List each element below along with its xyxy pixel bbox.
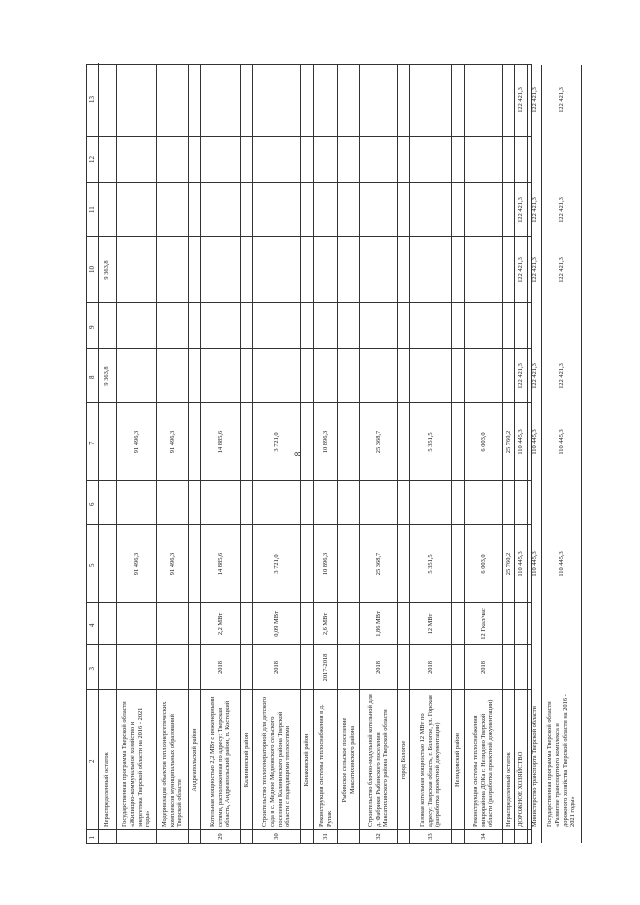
row-number-cell [157,830,188,843]
value-cell-c10 [503,237,514,303]
value-cell-c8 [117,349,156,403]
column-header: 12 [88,156,96,163]
value-cell-c6 [314,481,337,525]
value-cell-c11 [117,183,156,237]
budget-table [86,64,577,844]
value-cell-c13 [503,63,514,137]
value-cell-c8 [157,349,188,403]
row-name-cell: Газовая котельная мощностью 12 МВт по адресу: Тверская область, г. Бологое, ул. Горская (разработка проектной документации) [418,695,442,827]
row-name-cell: Реконструкция системы теплоснабжения в д. Рупак [317,704,333,827]
column-divider [87,524,531,525]
column-divider [87,302,531,303]
value-cell-c11 [98,183,116,237]
value-cell-c11 [201,183,240,237]
value-cell-capacity: 2,6 МВт [321,612,329,636]
value-cell-c8 [253,349,300,403]
value-cell-c10 [314,237,337,303]
value-cell-c9 [117,303,156,349]
column-header: 8 [88,375,96,379]
value-cell-c7: 25 760,2 [504,430,512,454]
value-cell-c10 [410,237,451,303]
value-cell-c8: 122 421,3 [557,363,565,389]
value-cell-c8 [314,349,337,403]
value-cell-c6 [542,481,581,525]
value-cell-c12 [515,137,527,183]
value-cell-c12 [410,137,451,183]
value-cell-c13 [157,63,188,137]
row-number-cell [301,830,313,843]
row-name-cell: ДОРОЖНОЕ ХОЗЯЙСТВО [517,751,525,827]
value-cell-c6 [465,481,502,525]
value-cell-c10 [157,237,188,303]
value-cell-c6 [515,481,527,525]
value-cell-c7: 10 896,3 [321,430,329,454]
value-cell-c13 [314,63,337,137]
value-cell-c12 [253,137,300,183]
row-name-cell: Нераспределенный остаток [103,752,111,827]
value-cell-c5: 91 496,3 [168,552,176,576]
value-cell-c5: 14 885,6 [216,552,224,576]
value-cell-c13 [98,63,116,137]
value-cell-capacity: 1,86 МВт [374,611,382,637]
row-name-cell: Нераспределенный остаток [504,752,512,827]
row-number-cell [398,830,409,843]
value-cell-c9 [314,303,337,349]
row-name-cell: Нелидовский район [454,733,462,787]
column-divider [87,182,531,183]
value-cell-c7: 91 496,3 [132,430,140,454]
value-cell-c5: 6 003,0 [479,554,487,574]
value-cell-c9 [503,303,514,349]
value-cell-c11 [410,183,451,237]
row-name-cell: Строительство теплогенераторной для детского сада в с. Медное Медновского сельского поселения Калининского района Тверской области с подводящими теплосетями [261,696,292,827]
value-cell-c5: 3 721,0 [272,554,280,574]
value-cell-c10 [201,237,240,303]
page-number: 8 [293,451,303,457]
value-cell-capacity [98,603,116,645]
column-header: 13 [88,96,96,103]
value-cell-year [515,645,527,690]
value-cell-year: 2018 [216,661,224,674]
column-header: 6 [88,502,96,506]
value-cell-c9 [360,303,397,349]
row-number-cell: 33 [426,833,434,840]
column-header: 10 [88,266,96,273]
value-cell-c6 [253,481,300,525]
column-header: 4 [88,623,96,627]
column-divider [87,480,531,481]
row-number-cell [98,830,116,843]
value-cell-c5: 110 445,3 [557,551,565,577]
row-number-cell [117,830,156,843]
row-name-cell: Конаковский район [303,733,311,787]
value-cell-capacity [515,603,527,645]
column-divider [87,136,531,137]
value-cell-c11: 122 421,3 [517,197,525,223]
value-cell-c11 [503,183,514,237]
row-number-cell: 34 [479,833,487,840]
row-name-cell: Министерство транспорта Тверской области [530,706,538,827]
value-cell-c12 [98,137,116,183]
row-number-cell [338,830,359,843]
value-cell-c13 [201,63,240,137]
column-header: 9 [88,325,96,329]
row-name-cell: Государственная программа Тверской области «Развитие транспортного комплекса и дорожного хозяйства Тверской области на 2016 - 2021 годы» [546,694,577,827]
column-header: 2 [88,759,96,763]
value-cell-c7: 110 445,3 [517,429,525,455]
value-cell-c9 [515,303,527,349]
value-cell-c6 [157,481,188,525]
row-number-cell: 29 [216,833,224,840]
value-cell-capacity [528,603,541,645]
column-header: 1 [88,836,96,840]
value-cell-c6 [117,481,156,525]
value-cell-c6 [503,481,514,525]
row-number-cell [452,830,464,843]
value-cell-c10: 122 421,3 [530,257,538,283]
value-cell-c12 [503,137,514,183]
value-cell-c10 [117,237,156,303]
value-cell-c13: 122 421,3 [557,87,565,113]
value-cell-c11 [465,183,502,237]
column-divider [87,644,531,645]
row-name-cell: Андреапольский район [190,728,198,792]
column-divider [87,602,531,603]
column-header: 3 [88,667,96,671]
value-cell-c5: 110 445,3 [530,551,538,577]
value-cell-year [503,645,514,690]
value-cell-c10: 122 421,3 [557,257,565,283]
value-cell-c12 [542,137,581,183]
value-cell-capacity [542,603,581,645]
value-cell-capacity: 2,2 МВт [216,612,224,636]
value-cell-c6 [410,481,451,525]
row-name-cell: Рыбинское сельское поселение Максатихинского района [340,717,356,803]
value-cell-c7 [98,403,116,481]
row-number-cell: 32 [374,833,382,840]
value-cell-c9 [98,303,116,349]
value-cell-year: 2018 [272,661,280,674]
row-name-cell: Калининский район [242,732,250,788]
row-number-cell [189,830,200,843]
value-cell-c7: 3 721,0 [272,432,280,452]
value-cell-c8 [201,349,240,403]
value-cell-c9 [253,303,300,349]
value-cell-c5: 25 368,7 [374,552,382,576]
value-cell-c9 [465,303,502,349]
row-number-cell [503,830,514,843]
value-cell-c5: 25 760,2 [504,552,512,576]
value-cell-c13 [410,63,451,137]
value-cell-year [157,645,188,690]
value-cell-c8: 122 421,3 [517,363,525,389]
value-cell-year [542,645,581,690]
value-cell-year [98,645,116,690]
rotated-table-viewport [86,64,577,844]
value-cell-year: 2018 [426,661,434,674]
value-cell-c7: 5 351,5 [426,432,434,452]
value-cell-c7: 25 368,7 [374,430,382,454]
value-cell-c5: 10 896,3 [321,552,329,576]
value-cell-c12 [201,137,240,183]
value-cell-c6 [528,481,541,525]
value-cell-c12 [157,137,188,183]
value-cell-c5 [98,525,116,603]
row-number-cell [542,830,581,843]
value-cell-c11 [157,183,188,237]
value-cell-c13: 122 421,3 [517,87,525,113]
table-row [542,65,582,843]
value-cell-c13: 122 421,3 [530,87,538,113]
value-cell-c13 [117,63,156,137]
row-name-cell: Государственная программа Тверской области «Жилищно-коммунальное хозяйство и энергетика Тверской области на 2016 - 2021 годы» [121,701,152,827]
value-cell-c7: 91 496,3 [168,430,176,454]
value-cell-c9 [528,303,541,349]
value-cell-capacity [157,603,188,645]
value-cell-c12 [465,137,502,183]
value-cell-c10 [465,237,502,303]
row-name-cell: Модернизация объектов теплоэнергетических комплексов муниципальных образований Тверской области [160,701,184,827]
value-cell-c13 [360,63,397,137]
value-cell-c9 [410,303,451,349]
value-cell-c7: 14 885,6 [216,430,224,454]
column-divider [87,689,531,690]
value-cell-c5: 110 445,3 [517,551,525,577]
value-cell-year [117,645,156,690]
value-cell-c5: 5 351,5 [426,554,434,574]
column-header: 11 [88,206,96,213]
value-cell-c11: 122 421,3 [530,197,538,223]
value-cell-c8 [410,349,451,403]
value-cell-c9 [542,303,581,349]
value-cell-c11 [253,183,300,237]
value-cell-capacity: 0,09 МВт [272,611,280,637]
value-cell-capacity: 12 МВт [426,613,434,635]
value-cell-c8 [360,349,397,403]
value-cell-c11 [314,183,337,237]
value-cell-c7: 110 445,3 [530,429,538,455]
row-name-cell: Котельная мощностью 2,2 МВт с инженерными сетями, расположенная по адресу: Тверская область, Андреапольский район, п. Костецкий [208,696,232,827]
column-header: 7 [88,441,96,445]
value-cell-c7: 6 003,0 [479,432,487,452]
value-cell-c12 [117,137,156,183]
column-divider [87,829,531,830]
value-cell-c11: 122 421,3 [557,197,565,223]
value-cell-c9 [201,303,240,349]
column-divider [87,402,531,403]
value-cell-c9 [157,303,188,349]
value-cell-c8: 122 421,3 [530,363,538,389]
value-cell-c12 [528,137,541,183]
value-cell-c10: 9 363,8 [103,260,111,280]
value-cell-c8: 9 363,8 [103,366,111,386]
value-cell-year: 2017-2018 [321,653,329,682]
value-cell-year [528,645,541,690]
value-cell-c8 [503,349,514,403]
value-cell-c13 [253,63,300,137]
value-cell-c7: 110 445,3 [557,429,565,455]
value-cell-c10: 122 421,3 [517,257,525,283]
value-cell-c5: 91 496,3 [132,552,140,576]
value-cell-c6 [201,481,240,525]
column-header: 5 [88,563,96,567]
row-number-cell [241,830,252,843]
value-cell-c13 [465,63,502,137]
row-number-cell: 31 [321,833,329,840]
value-cell-capacity: 12 Гкал/час [479,608,487,640]
row-name-cell: Строительство блочно-модульной котельной для д. Фабрики Рыбинского поселения Максатихинского района Тверской области [366,694,390,827]
row-name-cell: Реконструкция системы теплоснабжения микрорайона ДОКа г. Нелидово Тверской области (разработка проектной документации) [471,699,495,827]
row-number-cell [528,830,541,843]
row-number-cell [515,830,527,843]
value-cell-c12 [360,137,397,183]
value-cell-year: 2018 [374,661,382,674]
value-cell-c8 [465,349,502,403]
column-divider [87,348,531,349]
value-cell-c6 [98,481,116,525]
row-number-cell: 30 [272,833,280,840]
value-cell-year: 2018 [479,661,487,674]
value-cell-capacity [503,603,514,645]
row-name-cell: город Бологое [399,740,407,780]
value-cell-capacity [117,603,156,645]
value-cell-c11 [360,183,397,237]
value-cell-c12 [314,137,337,183]
column-divider [87,236,531,237]
value-cell-c10 [360,237,397,303]
value-cell-c6 [360,481,397,525]
value-cell-c10 [253,237,300,303]
